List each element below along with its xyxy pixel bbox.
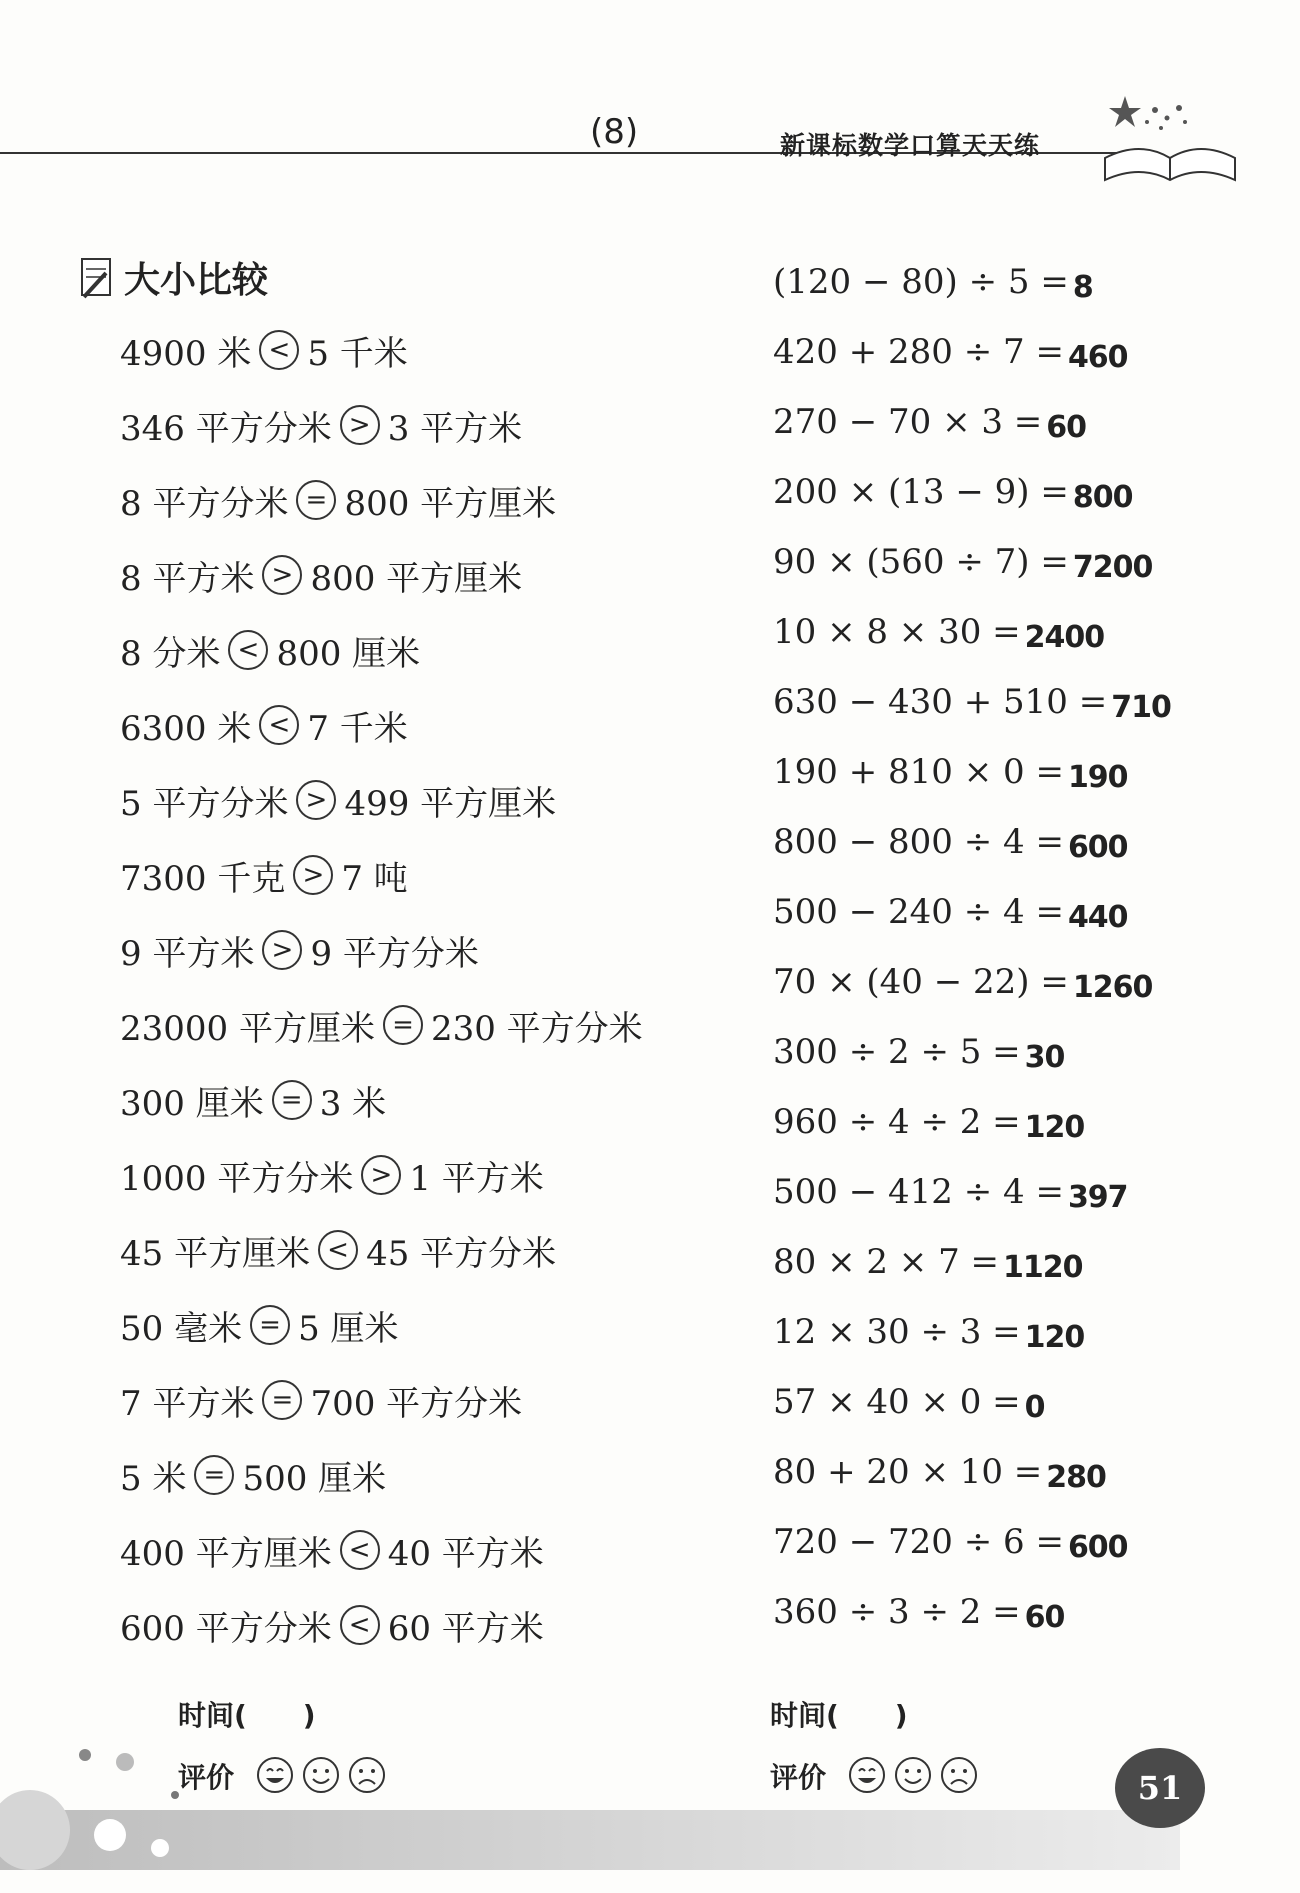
pencil-note-icon <box>76 255 120 301</box>
compare-symbol: < <box>259 330 299 370</box>
calc-expression: 80 + 20 × 10 = <box>773 1452 1043 1492</box>
calc-expression: 90 × (560 ÷ 7) = <box>773 542 1069 582</box>
decorative-dots <box>0 1740 220 1893</box>
cmp-right: 7 吨 <box>341 858 408 899</box>
calc-answer: 30 <box>1024 1039 1065 1075</box>
cmp-right: 45 平方分米 <box>366 1233 557 1274</box>
calculation-row <box>773 392 1086 452</box>
open-book-icon <box>1095 88 1245 188</box>
calc-answer: 190 <box>1067 759 1128 795</box>
compare-symbol: < <box>340 1530 380 1570</box>
calculation-row <box>773 532 1152 592</box>
comparison-row <box>120 695 408 755</box>
calculation-row <box>773 1442 1106 1502</box>
cmp-right: 60 平方米 <box>387 1608 544 1649</box>
calc-expression: 960 ÷ 4 ÷ 2 = <box>773 1102 1021 1142</box>
comparison-row <box>120 1145 544 1205</box>
calculation-row <box>773 1302 1084 1362</box>
calculation-row <box>773 882 1128 942</box>
cmp-right: 9 平方分米 <box>310 933 479 974</box>
cmp-right: 1 平方米 <box>409 1158 544 1199</box>
calc-expression: 80 × 2 × 7 = <box>773 1242 1000 1282</box>
page-number: 51 <box>1115 1748 1205 1828</box>
rating-faces-left <box>256 1756 386 1794</box>
rating-faces-right <box>848 1756 978 1794</box>
calculation-row <box>773 602 1104 662</box>
compare-symbol: = <box>383 1005 423 1045</box>
cmp-left: 50 毫米 <box>120 1308 243 1349</box>
calc-answer: 7200 <box>1072 549 1153 585</box>
compare-symbol: < <box>259 705 299 745</box>
cmp-left: 45 平方厘米 <box>120 1233 311 1274</box>
calc-answer: 600 <box>1067 829 1128 865</box>
cmp-left: 346 平方分米 <box>120 408 332 449</box>
compare-symbol: > <box>296 780 336 820</box>
comparison-row <box>120 1595 544 1655</box>
cmp-left: 7 平方米 <box>120 1383 255 1424</box>
compare-symbol: = <box>250 1305 290 1345</box>
calc-answer: 460 <box>1067 339 1128 375</box>
calculation-row <box>773 1092 1084 1152</box>
compare-symbol: < <box>318 1230 358 1270</box>
comparison-row <box>120 995 643 1055</box>
smiling-face-icon[interactable] <box>894 1756 932 1794</box>
cmp-left: 5 平方分米 <box>120 783 289 824</box>
calc-expression: 200 × (13 − 9) = <box>773 472 1069 512</box>
rating-label-right: 评价 <box>770 1761 827 1794</box>
comparison-row <box>120 1445 386 1505</box>
cmp-left: 1000 平方分米 <box>120 1158 354 1199</box>
comparison-row <box>120 395 522 455</box>
cmp-right: 3 平方米 <box>387 408 523 449</box>
comparison-row <box>120 545 522 605</box>
calculation-row <box>773 1162 1128 1222</box>
calc-answer: 397 <box>1067 1179 1128 1215</box>
cmp-left: 7300 千克 <box>120 858 286 899</box>
calculation-row <box>773 952 1152 1012</box>
calculation-row <box>773 742 1128 802</box>
cmp-right: 5 千米 <box>307 333 408 374</box>
calc-expression: 720 − 720 ÷ 6 = <box>773 1522 1064 1562</box>
compare-symbol: = <box>296 480 336 520</box>
calc-expression: 360 ÷ 3 ÷ 2 = <box>773 1592 1021 1632</box>
cmp-left: 9 平方米 <box>120 933 255 974</box>
calc-expression: 10 × 8 × 30 = <box>773 612 1021 652</box>
calc-expression: 630 − 430 + 510 = <box>773 682 1108 722</box>
calculation-row <box>773 1512 1128 1572</box>
page-tag: (8) <box>590 112 639 152</box>
cmp-left: 300 厘米 <box>120 1083 264 1124</box>
compare-symbol: > <box>262 930 302 970</box>
compare-symbol: > <box>262 555 302 595</box>
calc-expression: 800 − 800 ÷ 4 = <box>773 822 1064 862</box>
cmp-right: 7 千米 <box>307 708 408 749</box>
sad-face-icon[interactable] <box>940 1756 978 1794</box>
compare-symbol: = <box>194 1455 234 1495</box>
compare-symbol: > <box>293 855 333 895</box>
calc-expression: 420 + 280 ÷ 7 = <box>773 332 1064 372</box>
calc-expression: 500 − 240 ÷ 4 = <box>773 892 1064 932</box>
laughing-face-icon[interactable] <box>256 1756 294 1794</box>
calc-answer: 0 <box>1024 1389 1045 1425</box>
time-label-left: 时间( ) <box>178 1699 316 1732</box>
calc-answer: 8 <box>1072 269 1093 305</box>
calc-answer: 120 <box>1024 1109 1085 1145</box>
compare-symbol: < <box>340 1605 380 1645</box>
comparison-row <box>120 1220 556 1280</box>
calc-answer: 120 <box>1024 1319 1085 1355</box>
cmp-left: 4900 米 <box>120 333 252 374</box>
cmp-left: 5 米 <box>120 1458 187 1499</box>
calc-answer: 1260 <box>1072 969 1153 1005</box>
cmp-right: 800 平方厘米 <box>344 483 557 524</box>
calc-expression: (120 − 80) ÷ 5 = <box>773 262 1069 302</box>
calc-answer: 800 <box>1072 479 1133 515</box>
comparison-row <box>120 770 556 830</box>
comparison-row <box>120 320 408 380</box>
section-title <box>76 252 268 303</box>
calculation-row <box>773 812 1128 872</box>
section-title-text: 大小比较 <box>124 260 269 301</box>
calc-expression: 57 × 40 × 0 = <box>773 1382 1021 1422</box>
compare-symbol: = <box>272 1080 312 1120</box>
cmp-right: 499 平方厘米 <box>344 783 557 824</box>
cmp-right: 40 平方米 <box>387 1533 544 1574</box>
calc-answer: 60 <box>1046 409 1087 445</box>
compare-symbol: = <box>262 1380 302 1420</box>
cmp-right: 500 厘米 <box>242 1458 387 1499</box>
comparison-row <box>120 620 420 680</box>
cmp-right: 800 厘米 <box>276 633 421 674</box>
calculation-row <box>773 462 1132 522</box>
comparison-row <box>120 845 408 905</box>
calc-expression: 190 + 810 × 0 = <box>773 752 1064 792</box>
series-title: 新课标数学口算天天练 <box>780 131 1041 160</box>
sad-face-icon[interactable] <box>348 1756 386 1794</box>
cmp-right: 230 平方分米 <box>430 1008 643 1049</box>
calculation-row <box>773 1582 1064 1642</box>
compare-symbol: < <box>228 630 268 670</box>
rating-label-left: 评价 <box>178 1761 235 1794</box>
calculation-row <box>773 322 1128 382</box>
calc-expression: 500 − 412 ÷ 4 = <box>773 1172 1064 1212</box>
calc-expression: 270 − 70 × 3 = <box>773 402 1043 442</box>
calculation-row <box>773 1022 1064 1082</box>
calc-expression: 70 × (40 − 22) = <box>773 962 1069 1002</box>
cmp-right: 800 平方厘米 <box>310 558 523 599</box>
laughing-face-icon[interactable] <box>848 1756 886 1794</box>
compare-symbol: > <box>340 405 380 445</box>
cmp-left: 8 平方米 <box>120 558 255 599</box>
calc-answer: 2400 <box>1024 619 1105 655</box>
cmp-right: 3 米 <box>319 1083 387 1124</box>
comparison-row <box>120 1070 386 1130</box>
comparison-row <box>120 920 479 980</box>
comparison-row <box>120 470 556 530</box>
comparison-row <box>120 1295 399 1355</box>
calc-expression: 12 × 30 ÷ 3 = <box>773 1312 1021 1352</box>
comparison-row <box>120 1520 544 1580</box>
calculation-row <box>773 672 1171 732</box>
smiling-face-icon[interactable] <box>302 1756 340 1794</box>
calculation-row <box>773 252 1093 312</box>
calculation-row <box>773 1232 1083 1292</box>
compare-symbol: > <box>361 1155 401 1195</box>
calc-answer: 440 <box>1067 899 1128 935</box>
cmp-left: 8 平方分米 <box>120 483 289 524</box>
time-label-right: 时间( ) <box>770 1699 908 1732</box>
calc-expression: 300 ÷ 2 ÷ 5 = <box>773 1032 1021 1072</box>
comparison-row <box>120 1370 522 1430</box>
cmp-left: 23000 平方厘米 <box>120 1008 375 1049</box>
cmp-left: 600 平方分米 <box>120 1608 332 1649</box>
cmp-left: 8 分米 <box>120 633 221 674</box>
calc-answer: 600 <box>1067 1529 1128 1565</box>
cmp-left: 400 平方厘米 <box>120 1533 332 1574</box>
calc-answer: 280 <box>1046 1459 1106 1495</box>
calculation-row <box>773 1372 1045 1432</box>
calc-answer: 710 <box>1111 689 1171 725</box>
calc-answer: 60 <box>1024 1599 1065 1635</box>
cmp-right: 5 厘米 <box>298 1308 399 1349</box>
calc-answer: 1120 <box>1003 1249 1083 1285</box>
cmp-right: 700 平方分米 <box>310 1383 523 1424</box>
cmp-left: 6300 米 <box>120 708 252 749</box>
